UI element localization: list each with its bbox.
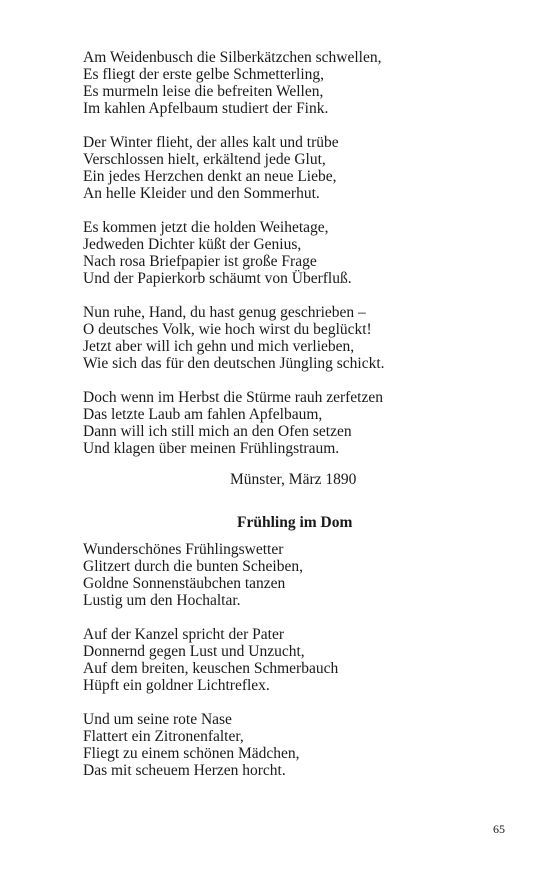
verse-line: Es fliegt der erste gelbe Schmetterling, [83,66,325,83]
verse-line: Doch wenn im Herbst die Stürme rauh zerfetzen [83,389,383,406]
poem-fruehling-im-dom-stanzas [83,541,413,779]
verse-line: Verschlossen hielt, erkältend jede Glut, [83,151,326,168]
verse-line: Das letzte Laub am fahlen Apfelbaum, [83,406,323,423]
verse-line: Fliegt zu einem schönen Mädchen, [83,745,300,762]
stanza [83,219,413,287]
poem-fruehling-stanzas [83,49,413,457]
verse-line: Hüpft ein goldner Lichtreflex. [83,677,270,694]
stanza [83,626,413,694]
verse-line: Am Weidenbusch die Silberkätzchen schwellen, [83,49,382,66]
verse-line: Wunderschönes Frühlingswetter [83,541,284,558]
verse-line: Auf dem breiten, keuschen Schmerbauch [83,660,339,677]
stanza [83,134,413,202]
verse-line: An helle Kleider und den Sommerhut. [83,185,320,202]
verse-line: Flattert ein Zitronenfalter, [83,728,244,745]
stanza [83,711,413,779]
verse-line: Dann will ich still mich an den Ofen setzen [83,423,352,440]
place-date-signature: Münster, März 1890 [230,471,357,488]
stanza [83,304,413,372]
verse-line: Jetzt aber will ich gehn und mich verlieben, [83,338,355,355]
verse-line: Und klagen über meinen Frühlingstraum. [83,440,340,457]
verse-line: Donnernd gegen Lust und Unzucht, [83,643,305,660]
verse-line: Und der Papierkorb schäumt von Überfluß. [83,270,352,287]
verse-line: O deutsches Volk, wie hoch wirst du beglückt! [83,321,372,338]
stanza [83,389,413,457]
stanza [83,49,413,117]
verse-line: Wie sich das für den deutschen Jüngling schickt. [83,355,385,372]
verse-line: Im kahlen Apfelbaum studiert der Fink. [83,100,329,117]
verse-line: Ein jedes Herzchen denkt an neue Liebe, [83,168,337,185]
verse-line: Das mit scheuem Herzen horcht. [83,762,286,779]
verse-line: Nach rosa Briefpapier ist große Frage [83,253,317,270]
poem-title: Frühling im Dom [237,514,353,531]
verse-line: Lustig um den Hochaltar. [83,592,241,609]
verse-line: Goldne Sonnenstäubchen tanzen [83,575,286,592]
verse-line: Auf der Kanzel spricht der Pater [83,626,284,643]
verse-line: Jedweden Dichter küßt der Genius, [83,236,302,253]
verse-line: Es murmeln leise die befreiten Wellen, [83,83,324,100]
verse-line: Es kommen jetzt die holden Weihetage, [83,219,329,236]
verse-line: Glitzert durch die bunten Scheiben, [83,558,303,575]
verse-line: Und um seine rote Nase [83,711,232,728]
verse-line: Nun ruhe, Hand, du hast genug geschrieben – [83,304,366,321]
stanza [83,541,413,609]
verse-line: Der Winter flieht, der alles kalt und trübe [83,134,339,151]
page-number: 65 [493,822,505,836]
